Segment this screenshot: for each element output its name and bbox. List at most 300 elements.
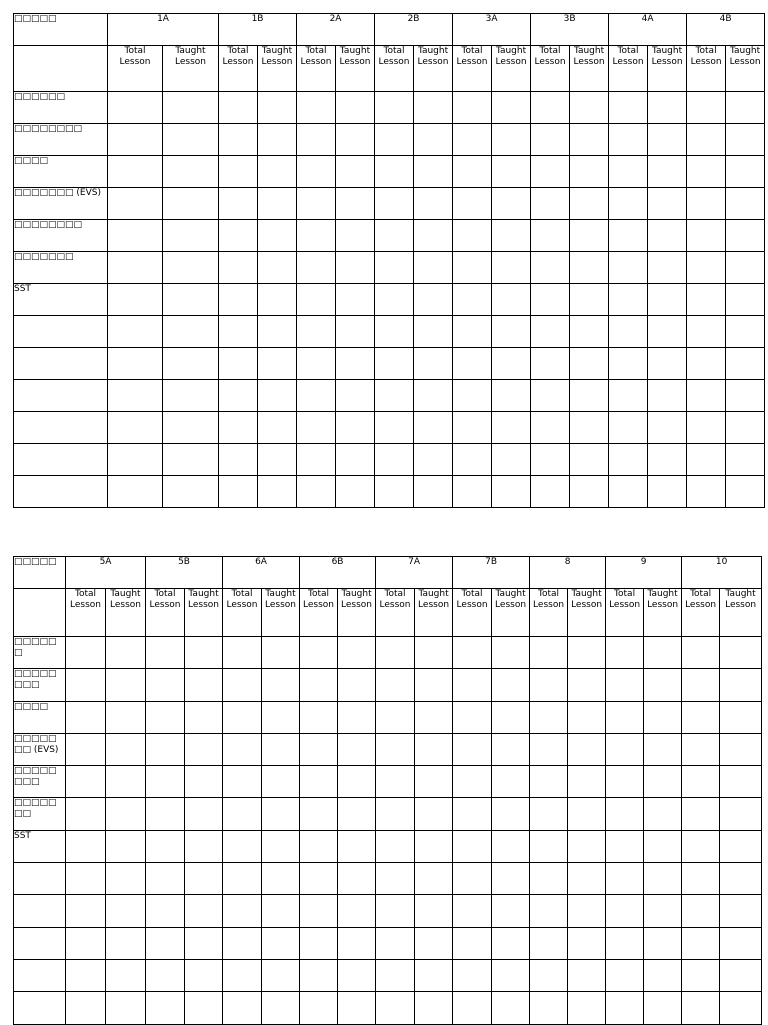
taught-lesson-cell[interactable] bbox=[185, 895, 223, 927]
total-lesson-cell[interactable] bbox=[687, 156, 726, 188]
taught-lesson-cell[interactable] bbox=[648, 92, 687, 124]
total-lesson-cell[interactable] bbox=[219, 284, 258, 316]
taught-lesson-cell[interactable] bbox=[163, 476, 219, 508]
total-lesson-cell[interactable] bbox=[108, 92, 163, 124]
taught-lesson-cell[interactable] bbox=[415, 733, 453, 765]
taught-lesson-cell[interactable] bbox=[415, 895, 453, 927]
taught-lesson-cell[interactable] bbox=[338, 637, 376, 669]
taught-lesson-cell[interactable] bbox=[720, 830, 762, 862]
taught-lesson-cell[interactable] bbox=[415, 669, 453, 701]
total-lesson-cell[interactable] bbox=[453, 444, 492, 476]
taught-lesson-cell[interactable] bbox=[336, 444, 375, 476]
total-lesson-cell[interactable] bbox=[682, 895, 720, 927]
total-lesson-cell[interactable] bbox=[219, 380, 258, 412]
taught-lesson-cell[interactable] bbox=[185, 637, 223, 669]
total-lesson-cell[interactable] bbox=[376, 927, 415, 959]
total-lesson-cell[interactable] bbox=[375, 220, 414, 252]
taught-lesson-cell[interactable] bbox=[644, 766, 682, 798]
taught-lesson-cell[interactable] bbox=[106, 895, 146, 927]
total-lesson-cell[interactable] bbox=[297, 348, 336, 380]
taught-lesson-cell[interactable] bbox=[185, 766, 223, 798]
taught-lesson-cell[interactable] bbox=[415, 830, 453, 862]
taught-lesson-cell[interactable] bbox=[336, 156, 375, 188]
total-lesson-cell[interactable] bbox=[108, 284, 163, 316]
total-lesson-cell[interactable] bbox=[682, 766, 720, 798]
total-lesson-cell[interactable] bbox=[376, 637, 415, 669]
total-lesson-cell[interactable] bbox=[146, 863, 185, 895]
total-lesson-cell[interactable] bbox=[108, 156, 163, 188]
taught-lesson-cell[interactable] bbox=[644, 798, 682, 830]
total-lesson-cell[interactable] bbox=[223, 669, 262, 701]
total-lesson-cell[interactable] bbox=[219, 316, 258, 348]
taught-lesson-cell[interactable] bbox=[492, 252, 531, 284]
total-lesson-cell[interactable] bbox=[300, 959, 338, 991]
total-lesson-cell[interactable] bbox=[531, 380, 570, 412]
taught-lesson-cell[interactable] bbox=[648, 348, 687, 380]
total-lesson-cell[interactable] bbox=[66, 701, 106, 733]
taught-lesson-cell[interactable] bbox=[414, 476, 453, 508]
taught-lesson-cell[interactable] bbox=[720, 637, 762, 669]
taught-lesson-cell[interactable] bbox=[492, 380, 531, 412]
taught-lesson-cell[interactable] bbox=[648, 188, 687, 220]
total-lesson-cell[interactable] bbox=[609, 412, 648, 444]
taught-lesson-cell[interactable] bbox=[106, 701, 146, 733]
total-lesson-cell[interactable] bbox=[376, 863, 415, 895]
taught-lesson-cell[interactable] bbox=[258, 220, 297, 252]
taught-lesson-cell[interactable] bbox=[726, 188, 765, 220]
total-lesson-cell[interactable] bbox=[531, 124, 570, 156]
taught-lesson-cell[interactable] bbox=[106, 863, 146, 895]
taught-lesson-cell[interactable] bbox=[338, 863, 376, 895]
total-lesson-cell[interactable] bbox=[223, 927, 262, 959]
taught-lesson-cell[interactable] bbox=[106, 927, 146, 959]
total-lesson-cell[interactable] bbox=[453, 220, 492, 252]
taught-lesson-cell[interactable] bbox=[338, 669, 376, 701]
taught-lesson-cell[interactable] bbox=[570, 124, 609, 156]
taught-lesson-cell[interactable] bbox=[568, 895, 606, 927]
taught-lesson-cell[interactable] bbox=[415, 798, 453, 830]
total-lesson-cell[interactable] bbox=[223, 798, 262, 830]
total-lesson-cell[interactable] bbox=[66, 766, 106, 798]
taught-lesson-cell[interactable] bbox=[163, 92, 219, 124]
total-lesson-cell[interactable] bbox=[453, 252, 492, 284]
total-lesson-cell[interactable] bbox=[453, 92, 492, 124]
taught-lesson-cell[interactable] bbox=[492, 476, 531, 508]
taught-lesson-cell[interactable] bbox=[726, 348, 765, 380]
taught-lesson-cell[interactable] bbox=[648, 412, 687, 444]
total-lesson-cell[interactable] bbox=[453, 927, 492, 959]
taught-lesson-cell[interactable] bbox=[258, 252, 297, 284]
taught-lesson-cell[interactable] bbox=[570, 284, 609, 316]
taught-lesson-cell[interactable] bbox=[570, 316, 609, 348]
total-lesson-cell[interactable] bbox=[531, 92, 570, 124]
taught-lesson-cell[interactable] bbox=[648, 220, 687, 252]
taught-lesson-cell[interactable] bbox=[492, 316, 531, 348]
taught-lesson-cell[interactable] bbox=[415, 701, 453, 733]
taught-lesson-cell[interactable] bbox=[570, 348, 609, 380]
total-lesson-cell[interactable] bbox=[453, 701, 492, 733]
total-lesson-cell[interactable] bbox=[146, 637, 185, 669]
total-lesson-cell[interactable] bbox=[375, 252, 414, 284]
taught-lesson-cell[interactable] bbox=[338, 959, 376, 991]
total-lesson-cell[interactable] bbox=[453, 798, 492, 830]
taught-lesson-cell[interactable] bbox=[644, 701, 682, 733]
taught-lesson-cell[interactable] bbox=[185, 669, 223, 701]
taught-lesson-cell[interactable] bbox=[648, 284, 687, 316]
taught-lesson-cell[interactable] bbox=[336, 92, 375, 124]
total-lesson-cell[interactable] bbox=[682, 701, 720, 733]
total-lesson-cell[interactable] bbox=[108, 220, 163, 252]
taught-lesson-cell[interactable] bbox=[106, 766, 146, 798]
taught-lesson-cell[interactable] bbox=[106, 798, 146, 830]
total-lesson-cell[interactable] bbox=[530, 766, 568, 798]
taught-lesson-cell[interactable] bbox=[185, 863, 223, 895]
taught-lesson-cell[interactable] bbox=[262, 733, 300, 765]
total-lesson-cell[interactable] bbox=[300, 830, 338, 862]
taught-lesson-cell[interactable] bbox=[720, 733, 762, 765]
total-lesson-cell[interactable] bbox=[376, 733, 415, 765]
total-lesson-cell[interactable] bbox=[531, 412, 570, 444]
total-lesson-cell[interactable] bbox=[108, 316, 163, 348]
total-lesson-cell[interactable] bbox=[375, 124, 414, 156]
total-lesson-cell[interactable] bbox=[66, 992, 106, 1024]
taught-lesson-cell[interactable] bbox=[720, 766, 762, 798]
taught-lesson-cell[interactable] bbox=[258, 412, 297, 444]
taught-lesson-cell[interactable] bbox=[163, 156, 219, 188]
total-lesson-cell[interactable] bbox=[223, 637, 262, 669]
total-lesson-cell[interactable] bbox=[300, 733, 338, 765]
total-lesson-cell[interactable] bbox=[300, 895, 338, 927]
total-lesson-cell[interactable] bbox=[687, 444, 726, 476]
taught-lesson-cell[interactable] bbox=[185, 959, 223, 991]
total-lesson-cell[interactable] bbox=[531, 188, 570, 220]
total-lesson-cell[interactable] bbox=[453, 412, 492, 444]
taught-lesson-cell[interactable] bbox=[338, 927, 376, 959]
total-lesson-cell[interactable] bbox=[376, 959, 415, 991]
taught-lesson-cell[interactable] bbox=[415, 637, 453, 669]
taught-lesson-cell[interactable] bbox=[492, 733, 530, 765]
total-lesson-cell[interactable] bbox=[300, 701, 338, 733]
total-lesson-cell[interactable] bbox=[300, 637, 338, 669]
taught-lesson-cell[interactable] bbox=[648, 156, 687, 188]
taught-lesson-cell[interactable] bbox=[338, 798, 376, 830]
taught-lesson-cell[interactable] bbox=[185, 701, 223, 733]
taught-lesson-cell[interactable] bbox=[258, 444, 297, 476]
total-lesson-cell[interactable] bbox=[453, 284, 492, 316]
taught-lesson-cell[interactable] bbox=[726, 252, 765, 284]
taught-lesson-cell[interactable] bbox=[644, 733, 682, 765]
taught-lesson-cell[interactable] bbox=[492, 895, 530, 927]
taught-lesson-cell[interactable] bbox=[262, 959, 300, 991]
total-lesson-cell[interactable] bbox=[453, 637, 492, 669]
taught-lesson-cell[interactable] bbox=[262, 701, 300, 733]
taught-lesson-cell[interactable] bbox=[726, 476, 765, 508]
total-lesson-cell[interactable] bbox=[682, 863, 720, 895]
total-lesson-cell[interactable] bbox=[453, 733, 492, 765]
taught-lesson-cell[interactable] bbox=[644, 992, 682, 1024]
total-lesson-cell[interactable] bbox=[609, 348, 648, 380]
total-lesson-cell[interactable] bbox=[609, 252, 648, 284]
total-lesson-cell[interactable] bbox=[531, 316, 570, 348]
total-lesson-cell[interactable] bbox=[530, 669, 568, 701]
total-lesson-cell[interactable] bbox=[66, 733, 106, 765]
taught-lesson-cell[interactable] bbox=[415, 863, 453, 895]
total-lesson-cell[interactable] bbox=[375, 188, 414, 220]
taught-lesson-cell[interactable] bbox=[106, 992, 146, 1024]
taught-lesson-cell[interactable] bbox=[338, 992, 376, 1024]
total-lesson-cell[interactable] bbox=[531, 444, 570, 476]
total-lesson-cell[interactable] bbox=[108, 252, 163, 284]
total-lesson-cell[interactable] bbox=[297, 156, 336, 188]
taught-lesson-cell[interactable] bbox=[570, 188, 609, 220]
taught-lesson-cell[interactable] bbox=[262, 830, 300, 862]
total-lesson-cell[interactable] bbox=[219, 476, 258, 508]
total-lesson-cell[interactable] bbox=[606, 863, 644, 895]
taught-lesson-cell[interactable] bbox=[720, 992, 762, 1024]
taught-lesson-cell[interactable] bbox=[726, 316, 765, 348]
total-lesson-cell[interactable] bbox=[223, 959, 262, 991]
total-lesson-cell[interactable] bbox=[376, 798, 415, 830]
taught-lesson-cell[interactable] bbox=[492, 284, 531, 316]
taught-lesson-cell[interactable] bbox=[414, 92, 453, 124]
taught-lesson-cell[interactable] bbox=[414, 188, 453, 220]
taught-lesson-cell[interactable] bbox=[568, 959, 606, 991]
taught-lesson-cell[interactable] bbox=[644, 669, 682, 701]
total-lesson-cell[interactable] bbox=[219, 92, 258, 124]
total-lesson-cell[interactable] bbox=[376, 766, 415, 798]
taught-lesson-cell[interactable] bbox=[644, 830, 682, 862]
taught-lesson-cell[interactable] bbox=[648, 252, 687, 284]
taught-lesson-cell[interactable] bbox=[336, 316, 375, 348]
total-lesson-cell[interactable] bbox=[219, 156, 258, 188]
total-lesson-cell[interactable] bbox=[146, 798, 185, 830]
taught-lesson-cell[interactable] bbox=[492, 124, 531, 156]
taught-lesson-cell[interactable] bbox=[258, 284, 297, 316]
total-lesson-cell[interactable] bbox=[66, 798, 106, 830]
total-lesson-cell[interactable] bbox=[219, 124, 258, 156]
total-lesson-cell[interactable] bbox=[223, 701, 262, 733]
total-lesson-cell[interactable] bbox=[219, 348, 258, 380]
taught-lesson-cell[interactable] bbox=[258, 380, 297, 412]
taught-lesson-cell[interactable] bbox=[414, 348, 453, 380]
taught-lesson-cell[interactable] bbox=[338, 766, 376, 798]
total-lesson-cell[interactable] bbox=[146, 669, 185, 701]
taught-lesson-cell[interactable] bbox=[336, 124, 375, 156]
total-lesson-cell[interactable] bbox=[453, 830, 492, 862]
total-lesson-cell[interactable] bbox=[453, 766, 492, 798]
total-lesson-cell[interactable] bbox=[297, 124, 336, 156]
taught-lesson-cell[interactable] bbox=[726, 444, 765, 476]
taught-lesson-cell[interactable] bbox=[163, 316, 219, 348]
taught-lesson-cell[interactable] bbox=[570, 476, 609, 508]
total-lesson-cell[interactable] bbox=[300, 927, 338, 959]
taught-lesson-cell[interactable] bbox=[492, 669, 530, 701]
total-lesson-cell[interactable] bbox=[108, 412, 163, 444]
total-lesson-cell[interactable] bbox=[223, 895, 262, 927]
total-lesson-cell[interactable] bbox=[609, 284, 648, 316]
taught-lesson-cell[interactable] bbox=[163, 252, 219, 284]
total-lesson-cell[interactable] bbox=[375, 444, 414, 476]
total-lesson-cell[interactable] bbox=[108, 476, 163, 508]
total-lesson-cell[interactable] bbox=[375, 476, 414, 508]
total-lesson-cell[interactable] bbox=[453, 669, 492, 701]
total-lesson-cell[interactable] bbox=[375, 316, 414, 348]
total-lesson-cell[interactable] bbox=[300, 798, 338, 830]
total-lesson-cell[interactable] bbox=[609, 444, 648, 476]
total-lesson-cell[interactable] bbox=[453, 316, 492, 348]
taught-lesson-cell[interactable] bbox=[492, 92, 531, 124]
taught-lesson-cell[interactable] bbox=[185, 992, 223, 1024]
total-lesson-cell[interactable] bbox=[682, 637, 720, 669]
total-lesson-cell[interactable] bbox=[453, 895, 492, 927]
taught-lesson-cell[interactable] bbox=[338, 830, 376, 862]
taught-lesson-cell[interactable] bbox=[568, 669, 606, 701]
taught-lesson-cell[interactable] bbox=[262, 766, 300, 798]
taught-lesson-cell[interactable] bbox=[726, 284, 765, 316]
taught-lesson-cell[interactable] bbox=[336, 476, 375, 508]
total-lesson-cell[interactable] bbox=[531, 252, 570, 284]
taught-lesson-cell[interactable] bbox=[106, 733, 146, 765]
total-lesson-cell[interactable] bbox=[609, 476, 648, 508]
taught-lesson-cell[interactable] bbox=[726, 156, 765, 188]
taught-lesson-cell[interactable] bbox=[726, 124, 765, 156]
total-lesson-cell[interactable] bbox=[223, 766, 262, 798]
total-lesson-cell[interactable] bbox=[297, 252, 336, 284]
taught-lesson-cell[interactable] bbox=[492, 188, 531, 220]
taught-lesson-cell[interactable] bbox=[338, 701, 376, 733]
taught-lesson-cell[interactable] bbox=[262, 798, 300, 830]
taught-lesson-cell[interactable] bbox=[648, 124, 687, 156]
taught-lesson-cell[interactable] bbox=[570, 444, 609, 476]
taught-lesson-cell[interactable] bbox=[338, 895, 376, 927]
total-lesson-cell[interactable] bbox=[146, 895, 185, 927]
total-lesson-cell[interactable] bbox=[530, 959, 568, 991]
total-lesson-cell[interactable] bbox=[376, 895, 415, 927]
taught-lesson-cell[interactable] bbox=[414, 252, 453, 284]
total-lesson-cell[interactable] bbox=[682, 798, 720, 830]
total-lesson-cell[interactable] bbox=[687, 188, 726, 220]
total-lesson-cell[interactable] bbox=[297, 380, 336, 412]
taught-lesson-cell[interactable] bbox=[570, 92, 609, 124]
total-lesson-cell[interactable] bbox=[530, 733, 568, 765]
taught-lesson-cell[interactable] bbox=[726, 92, 765, 124]
total-lesson-cell[interactable] bbox=[687, 92, 726, 124]
total-lesson-cell[interactable] bbox=[66, 830, 106, 862]
total-lesson-cell[interactable] bbox=[297, 92, 336, 124]
total-lesson-cell[interactable] bbox=[66, 863, 106, 895]
taught-lesson-cell[interactable] bbox=[720, 959, 762, 991]
taught-lesson-cell[interactable] bbox=[185, 927, 223, 959]
taught-lesson-cell[interactable] bbox=[720, 863, 762, 895]
taught-lesson-cell[interactable] bbox=[106, 637, 146, 669]
total-lesson-cell[interactable] bbox=[609, 220, 648, 252]
total-lesson-cell[interactable] bbox=[531, 220, 570, 252]
taught-lesson-cell[interactable] bbox=[336, 348, 375, 380]
taught-lesson-cell[interactable] bbox=[415, 992, 453, 1024]
total-lesson-cell[interactable] bbox=[66, 927, 106, 959]
total-lesson-cell[interactable] bbox=[375, 412, 414, 444]
total-lesson-cell[interactable] bbox=[66, 637, 106, 669]
total-lesson-cell[interactable] bbox=[223, 863, 262, 895]
total-lesson-cell[interactable] bbox=[687, 348, 726, 380]
taught-lesson-cell[interactable] bbox=[262, 863, 300, 895]
total-lesson-cell[interactable] bbox=[376, 992, 415, 1024]
taught-lesson-cell[interactable] bbox=[414, 316, 453, 348]
total-lesson-cell[interactable] bbox=[530, 798, 568, 830]
total-lesson-cell[interactable] bbox=[297, 412, 336, 444]
taught-lesson-cell[interactable] bbox=[492, 766, 530, 798]
taught-lesson-cell[interactable] bbox=[726, 412, 765, 444]
total-lesson-cell[interactable] bbox=[375, 156, 414, 188]
taught-lesson-cell[interactable] bbox=[648, 316, 687, 348]
taught-lesson-cell[interactable] bbox=[648, 380, 687, 412]
total-lesson-cell[interactable] bbox=[376, 669, 415, 701]
total-lesson-cell[interactable] bbox=[609, 156, 648, 188]
total-lesson-cell[interactable] bbox=[453, 156, 492, 188]
taught-lesson-cell[interactable] bbox=[726, 380, 765, 412]
taught-lesson-cell[interactable] bbox=[568, 701, 606, 733]
taught-lesson-cell[interactable] bbox=[492, 220, 531, 252]
total-lesson-cell[interactable] bbox=[146, 959, 185, 991]
taught-lesson-cell[interactable] bbox=[570, 156, 609, 188]
total-lesson-cell[interactable] bbox=[297, 444, 336, 476]
taught-lesson-cell[interactable] bbox=[415, 927, 453, 959]
total-lesson-cell[interactable] bbox=[609, 316, 648, 348]
taught-lesson-cell[interactable] bbox=[492, 637, 530, 669]
taught-lesson-cell[interactable] bbox=[262, 637, 300, 669]
total-lesson-cell[interactable] bbox=[453, 188, 492, 220]
total-lesson-cell[interactable] bbox=[376, 830, 415, 862]
taught-lesson-cell[interactable] bbox=[568, 830, 606, 862]
taught-lesson-cell[interactable] bbox=[262, 669, 300, 701]
taught-lesson-cell[interactable] bbox=[106, 959, 146, 991]
total-lesson-cell[interactable] bbox=[606, 669, 644, 701]
total-lesson-cell[interactable] bbox=[300, 863, 338, 895]
taught-lesson-cell[interactable] bbox=[570, 252, 609, 284]
total-lesson-cell[interactable] bbox=[223, 733, 262, 765]
taught-lesson-cell[interactable] bbox=[492, 412, 531, 444]
taught-lesson-cell[interactable] bbox=[492, 348, 531, 380]
total-lesson-cell[interactable] bbox=[66, 895, 106, 927]
taught-lesson-cell[interactable] bbox=[492, 830, 530, 862]
total-lesson-cell[interactable] bbox=[609, 188, 648, 220]
total-lesson-cell[interactable] bbox=[609, 124, 648, 156]
total-lesson-cell[interactable] bbox=[609, 92, 648, 124]
taught-lesson-cell[interactable] bbox=[258, 476, 297, 508]
taught-lesson-cell[interactable] bbox=[106, 669, 146, 701]
taught-lesson-cell[interactable] bbox=[720, 927, 762, 959]
taught-lesson-cell[interactable] bbox=[414, 444, 453, 476]
total-lesson-cell[interactable] bbox=[453, 992, 492, 1024]
taught-lesson-cell[interactable] bbox=[163, 220, 219, 252]
taught-lesson-cell[interactable] bbox=[648, 444, 687, 476]
total-lesson-cell[interactable] bbox=[297, 220, 336, 252]
total-lesson-cell[interactable] bbox=[375, 348, 414, 380]
total-lesson-cell[interactable] bbox=[530, 637, 568, 669]
taught-lesson-cell[interactable] bbox=[336, 252, 375, 284]
total-lesson-cell[interactable] bbox=[606, 895, 644, 927]
taught-lesson-cell[interactable] bbox=[185, 798, 223, 830]
total-lesson-cell[interactable] bbox=[682, 959, 720, 991]
taught-lesson-cell[interactable] bbox=[262, 992, 300, 1024]
taught-lesson-cell[interactable] bbox=[492, 959, 530, 991]
taught-lesson-cell[interactable] bbox=[492, 863, 530, 895]
total-lesson-cell[interactable] bbox=[297, 316, 336, 348]
total-lesson-cell[interactable] bbox=[687, 476, 726, 508]
total-lesson-cell[interactable] bbox=[687, 284, 726, 316]
taught-lesson-cell[interactable] bbox=[336, 284, 375, 316]
taught-lesson-cell[interactable] bbox=[720, 701, 762, 733]
